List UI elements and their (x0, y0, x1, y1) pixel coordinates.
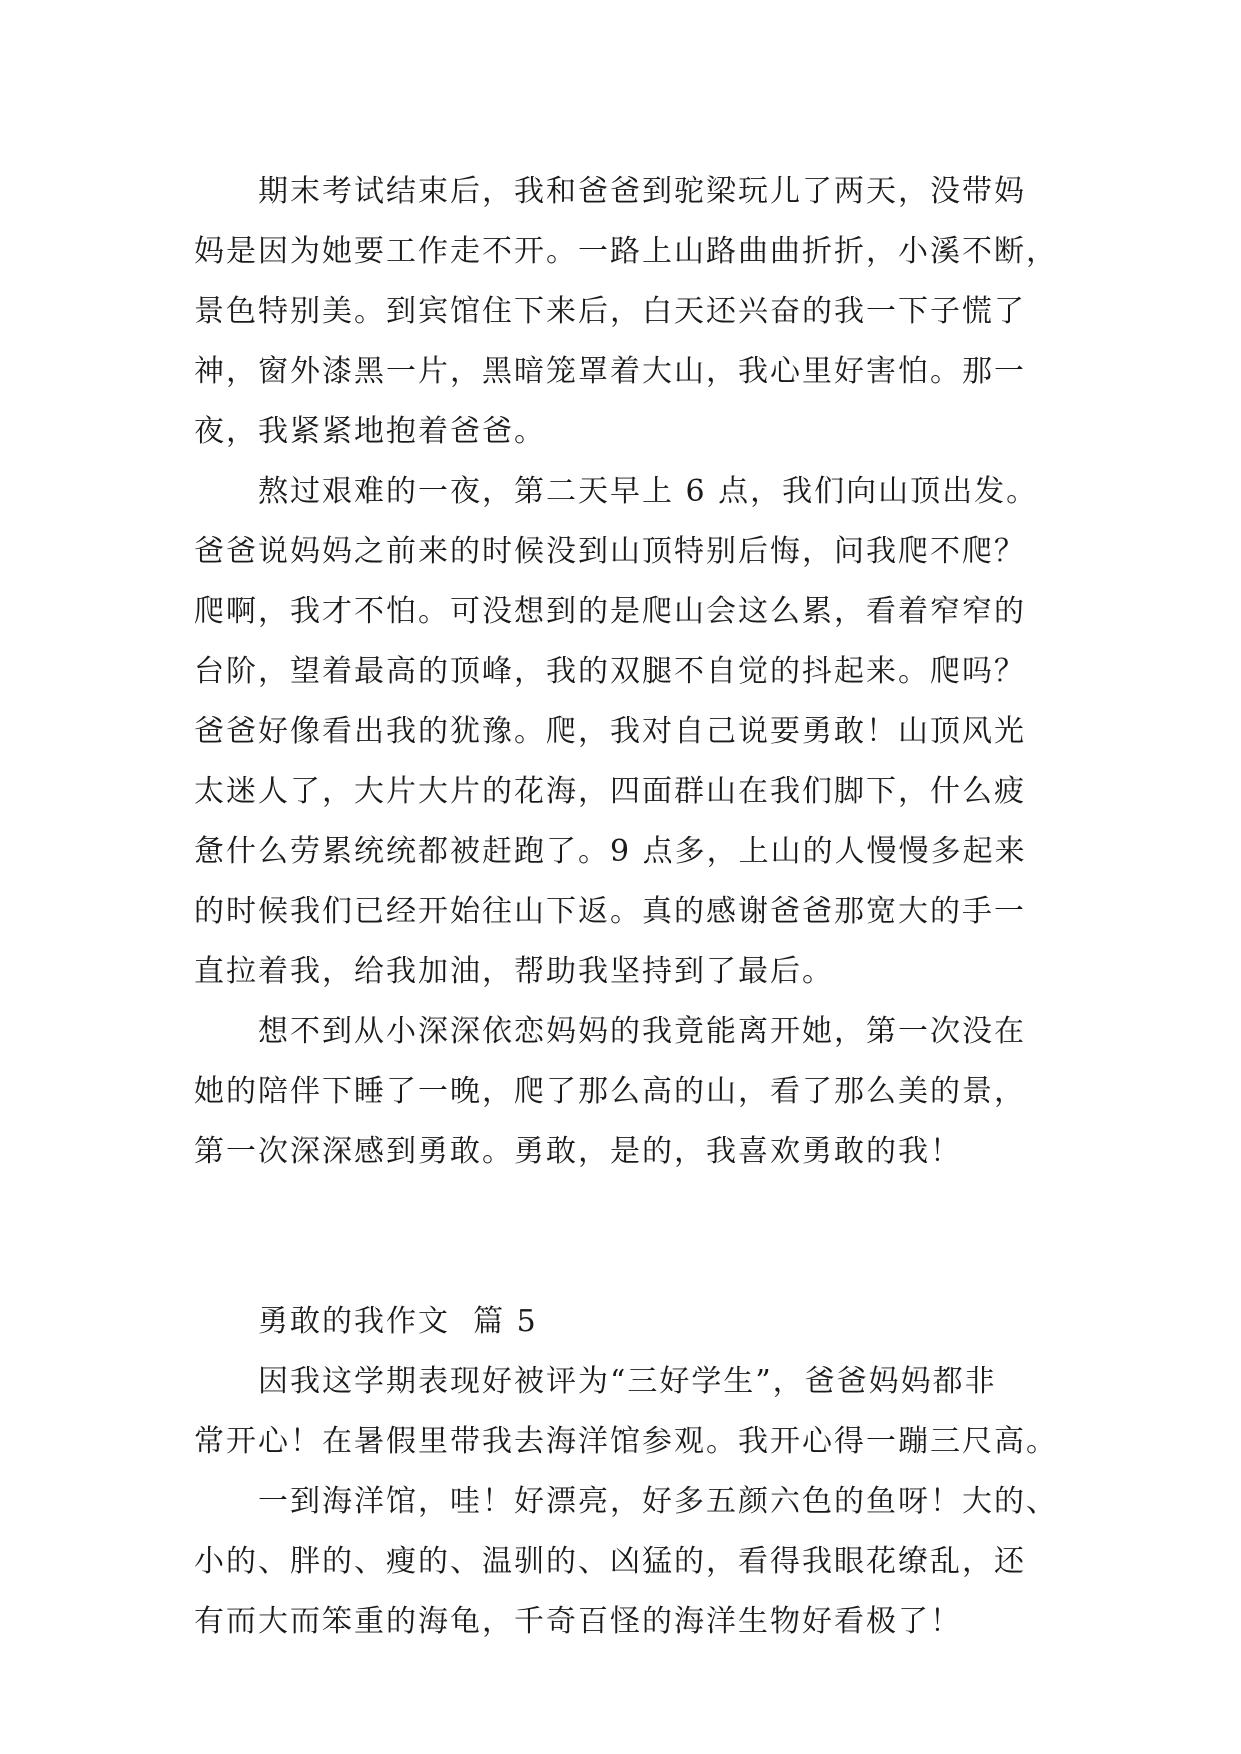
text-line: 熬过艰难的一夜，第二天早上 6 点，我们向山顶出发。 (258, 474, 1039, 509)
text-line: 第一次深深感到勇敢。勇敢，是的，我喜欢勇敢的我！ (194, 1134, 962, 1169)
text-line: 因我这学期表现好被评为“三好学生”，爸爸妈妈都非 (258, 1364, 997, 1399)
section-title: 勇敢的我作文 篇 5 (258, 1304, 538, 1339)
text-line: 夜，我紧紧地抱着爸爸。 (194, 414, 546, 449)
text-line: 惫什么劳累统统都被赶跑了。9 点多，上山的人慢慢多起来 (194, 834, 1027, 869)
text-line: 一到海洋馆，哇！好漂亮，好多五颜六色的鱼呀！大的、 (258, 1484, 1058, 1519)
text-line: 景色特别美。到宾馆住下来后，白天还兴奋的我一下子慌了 (194, 294, 1026, 329)
text-line: 期末考试结束后，我和爸爸到驼梁玩儿了两天，没带妈 (258, 174, 1026, 209)
text-line: 想不到从小深深依恋妈妈的我竟能离开她，第一次没在 (258, 1014, 1026, 1049)
text-line: 台阶，望着最高的顶峰，我的双腿不自觉的抖起来。爬吗？ (194, 654, 1026, 689)
text-line: 神，窗外漆黑一片，黑暗笼罩着大山，我心里好害怕。那一 (194, 354, 1026, 389)
paragraph (194, 1472, 1058, 1652)
text-line: 太迷人了，大片大片的花海，四面群山在我们脚下，什么疲 (194, 774, 1026, 809)
text-line: 爬啊，我才不怕。可没想到的是爬山会这么累，看着窄窄的 (194, 594, 1026, 629)
text-line: 小的、胖的、瘦的、温驯的、凶猛的，看得我眼花缭乱，还 (194, 1544, 1026, 1579)
text-line: 的时候我们已经开始往山下返。真的感谢爸爸那宽大的手一 (194, 894, 1026, 929)
text-line: 爸爸说妈妈之前来的时候没到山顶特别后悔，问我爬不爬？ (194, 534, 1026, 569)
text-line: 有而大而笨重的海龟，千奇百怪的海洋生物好看极了！ (194, 1604, 962, 1639)
paragraph (194, 1002, 1054, 1182)
text-line: 妈是因为她要工作走不开。一路上山路曲曲折折，小溪不断， (194, 234, 1058, 269)
paragraph (194, 162, 1058, 462)
document-body (194, 162, 1058, 1652)
paragraph (194, 1352, 1058, 1472)
paragraph (194, 462, 1054, 1002)
text-line: 常开心！在暑假里带我去海洋馆参观。我开心得一蹦三尺高。 (194, 1424, 1058, 1459)
text-line: 直拉着我，给我加油，帮助我坚持到了最后。 (194, 954, 834, 989)
section-spacer (194, 1182, 1054, 1292)
text-line: 爸爸好像看出我的犹豫。爬，我对自己说要勇敢！山顶风光 (194, 714, 1026, 749)
text-line: 她的陪伴下睡了一晚，爬了那么高的山，看了那么美的景， (194, 1074, 1026, 1109)
